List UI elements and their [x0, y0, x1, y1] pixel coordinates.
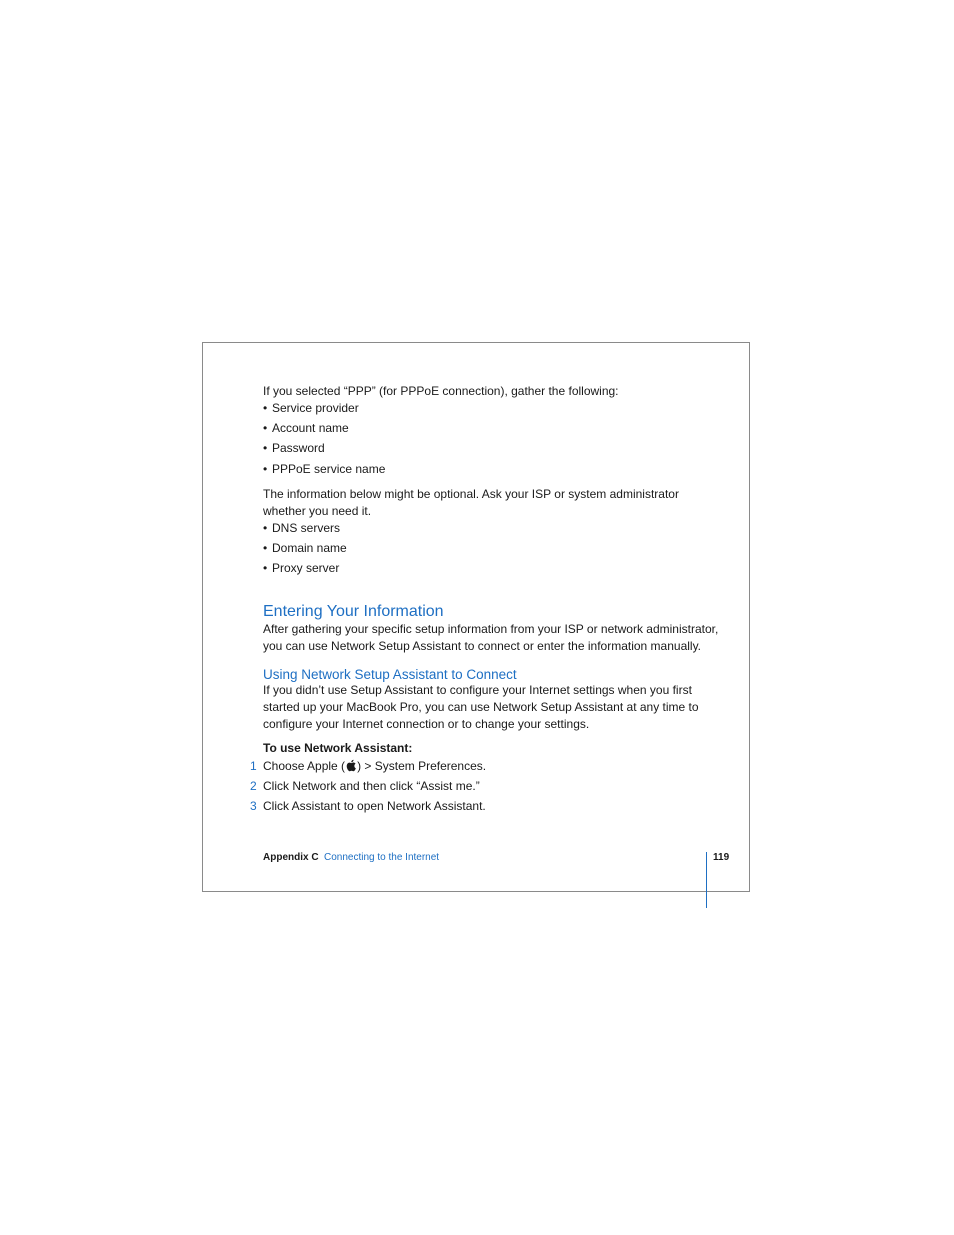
section-heading: Entering Your Information	[263, 603, 444, 620]
list-item	[263, 461, 385, 478]
step-text-after: ) > System Preferences.	[357, 759, 487, 773]
list-item	[263, 540, 347, 557]
step-number: 3	[250, 799, 257, 813]
subsection-paragraph-line2: started up your MacBook Pro, you can use Network Setup Assistant at any time to	[263, 700, 699, 714]
list-item	[263, 520, 340, 537]
step-text: Click Assistant to open Network Assistant.	[263, 799, 486, 813]
bullet-glyph: •	[263, 401, 268, 415]
list-item	[263, 560, 339, 577]
step-text: Click Network and then click “Assist me.”	[263, 779, 480, 793]
subsection-paragraph-line3: configure your Internet connection or to change your settings.	[263, 717, 590, 731]
footer-divider	[706, 852, 707, 908]
footer-chapter-title: Connecting to the Internet	[324, 852, 440, 863]
section-paragraph-line2: you can use Network Setup Assistant to connect or enter the information manually.	[263, 639, 702, 653]
step-number: 1	[250, 759, 257, 773]
list-item-label: PPPoE service name	[272, 462, 386, 476]
footer-chapter: Appendix C	[263, 852, 319, 863]
bullet-glyph: •	[263, 561, 268, 575]
section-paragraph-line1: After gathering your specific setup information from your ISP or network administrator,	[263, 622, 719, 636]
list-item-label: Service provider	[272, 401, 359, 415]
ppp-lead-text: If you selected “PPP” (for PPPoE connection), gather the following:	[263, 384, 619, 398]
bullet-glyph: •	[263, 541, 268, 555]
step-text	[263, 758, 486, 777]
subsection-heading: Using Network Setup Assistant to Connect	[263, 667, 517, 682]
page-number: 119	[713, 852, 730, 863]
bullet-glyph: •	[263, 521, 268, 535]
list-item-label: Password	[272, 441, 325, 455]
bullet-glyph: •	[263, 441, 268, 455]
list-item-label: DNS servers	[272, 521, 341, 535]
procedure-title: To use Network Assistant:	[263, 741, 413, 755]
bullet-glyph: •	[263, 421, 268, 435]
optional-lead-line1: The information below might be optional. Ask your ISP or system administrator	[263, 487, 679, 501]
list-item	[263, 420, 349, 437]
list-item-label: Proxy server	[272, 561, 340, 575]
bullet-glyph: •	[263, 462, 268, 476]
step-number: 2	[250, 779, 257, 793]
list-item-label: Domain name	[272, 541, 347, 555]
subsection-paragraph-line1: If you didn’t use Setup Assistant to configure your Internet settings when you first	[263, 683, 692, 697]
list-item-label: Account name	[272, 421, 349, 435]
list-item	[263, 400, 359, 417]
optional-lead-line2: whether you need it.	[263, 504, 372, 518]
step-text-before: Choose Apple (	[263, 759, 346, 773]
list-item	[263, 440, 325, 457]
apple-menu-icon	[345, 759, 357, 777]
